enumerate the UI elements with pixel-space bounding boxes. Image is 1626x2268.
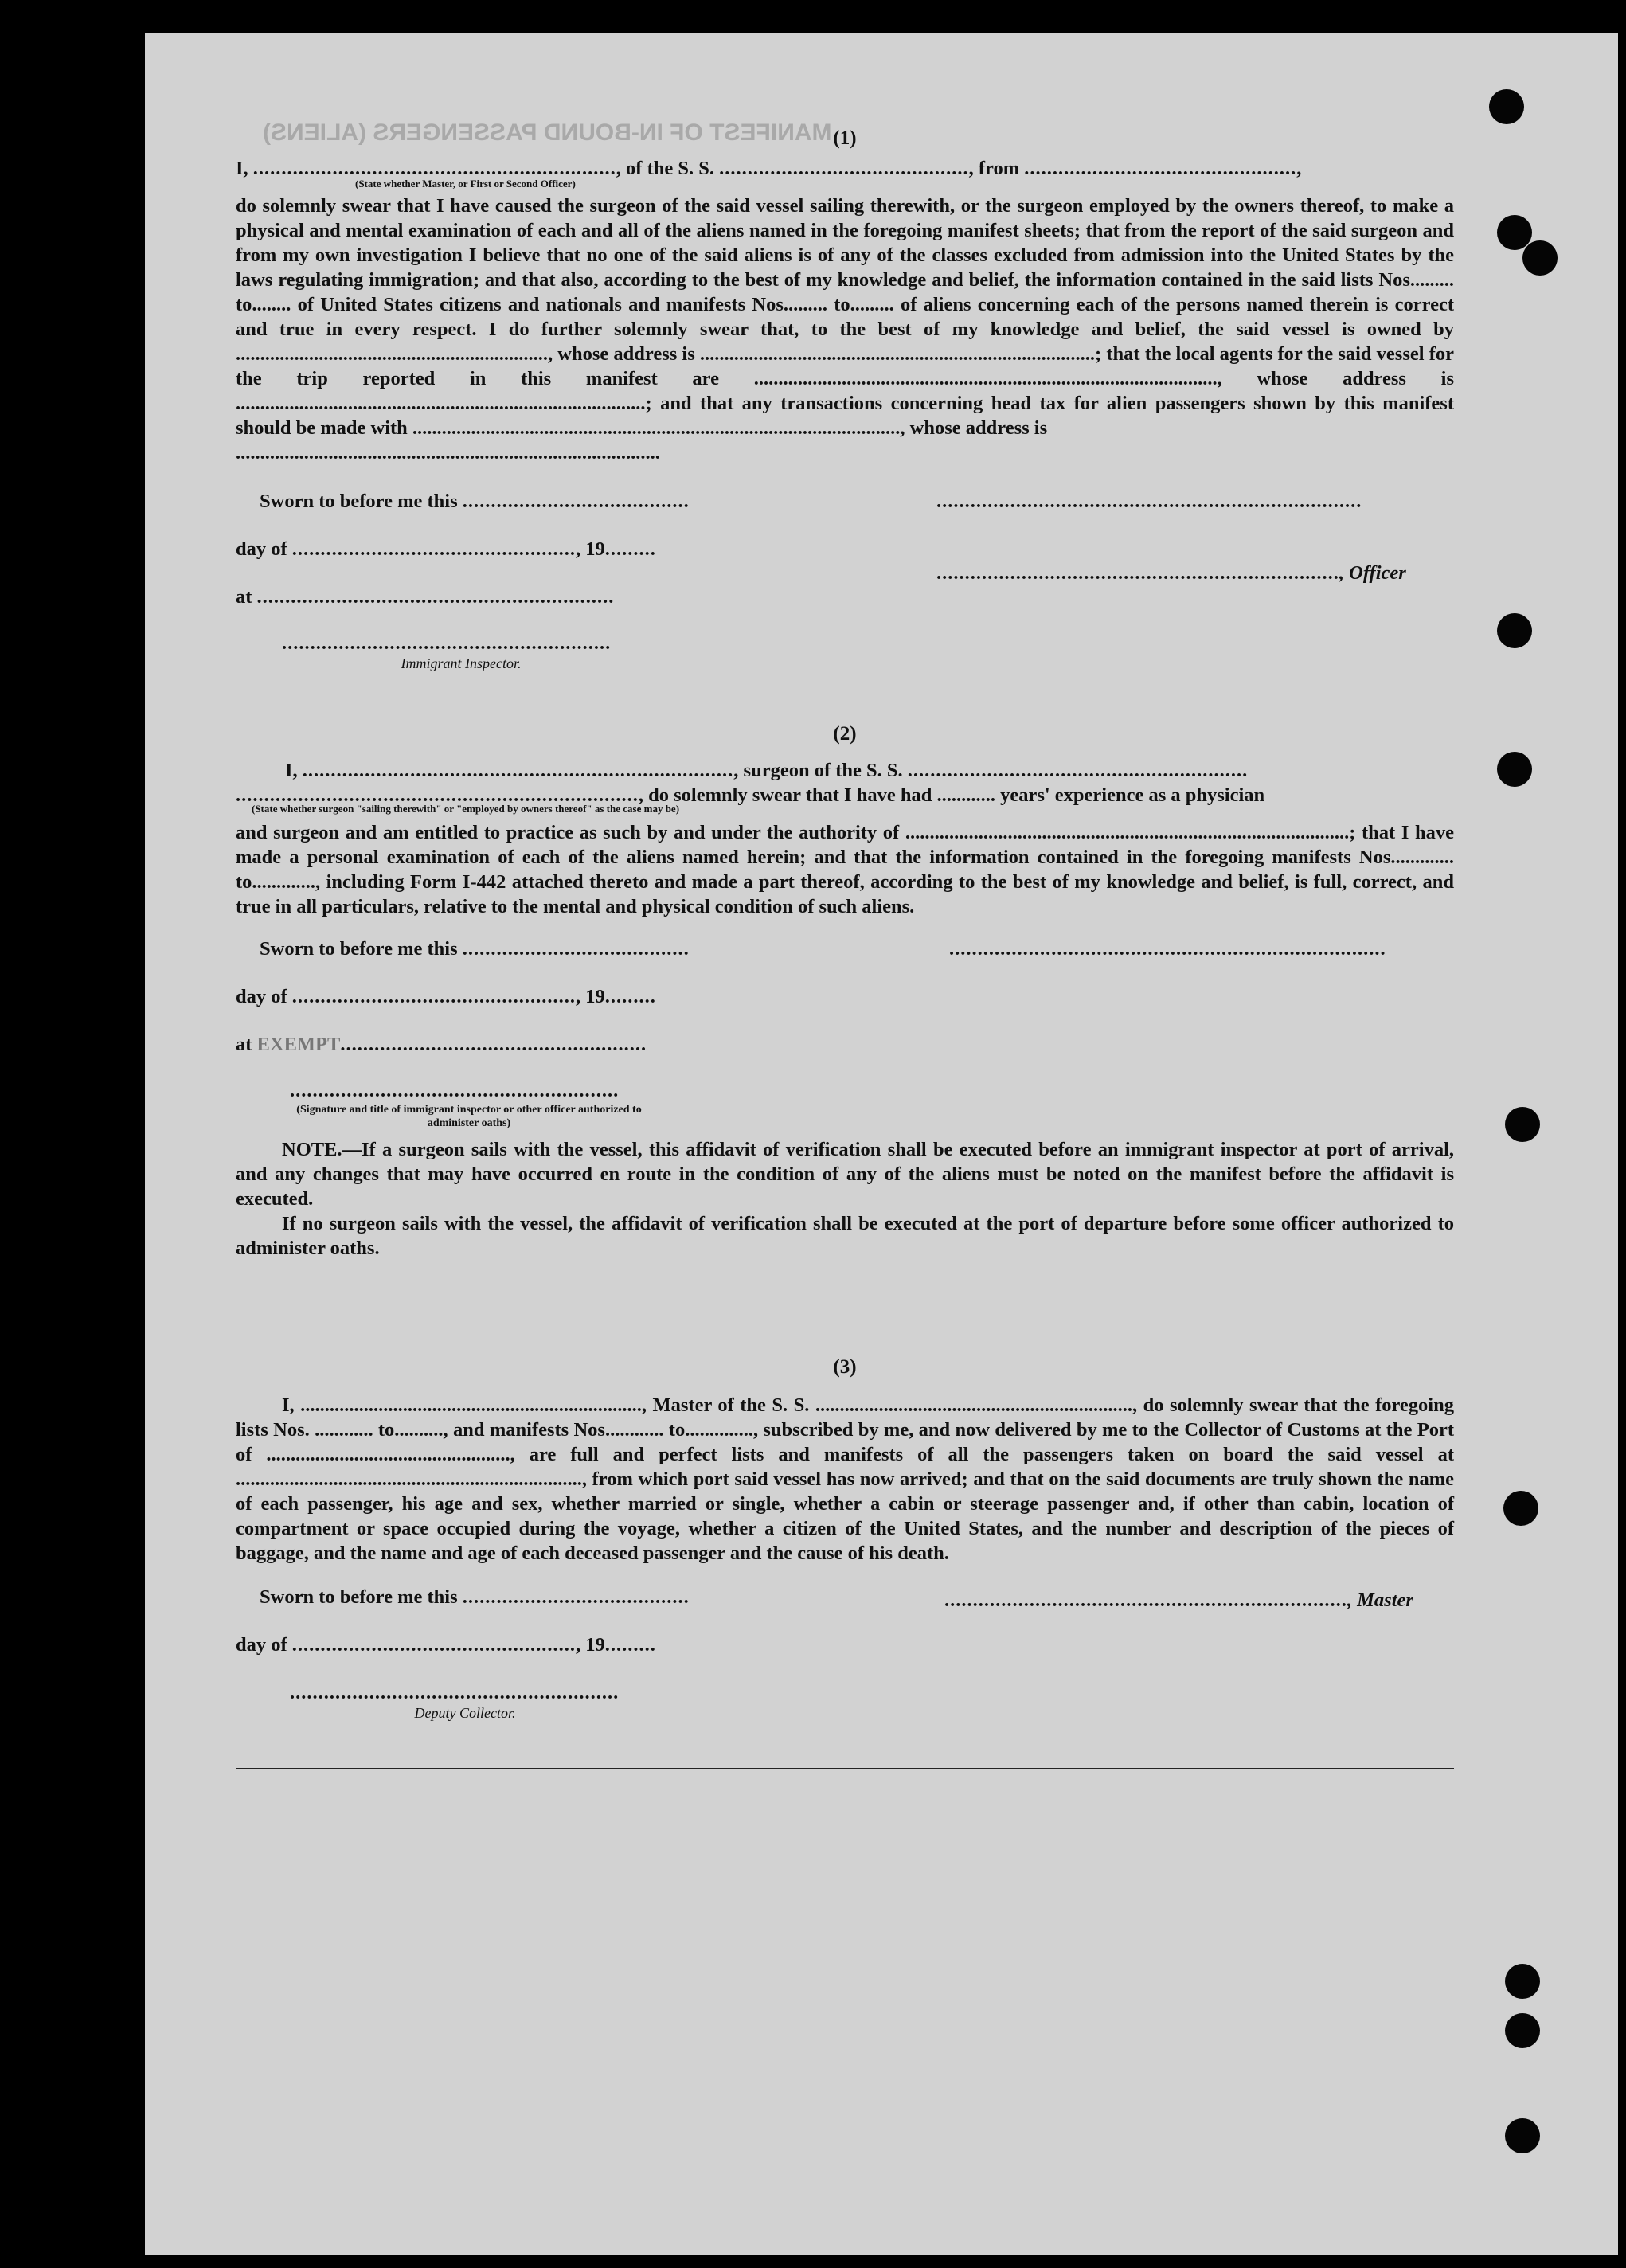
- punch-hole: [1497, 752, 1532, 787]
- collector-signature: [290, 1680, 640, 1722]
- form-content: [236, 127, 1454, 1769]
- blank-field[interactable]: ..................................................: [291, 538, 577, 560]
- section1-signatures: [236, 489, 1454, 688]
- text: at: [236, 1034, 252, 1055]
- signature-caption: Deputy Collector.: [414, 1705, 516, 1721]
- blank-field[interactable]: ..................................................: [291, 986, 577, 1007]
- text: , 19: [576, 538, 605, 560]
- bottom-rule: [236, 1768, 1454, 1769]
- text: Sworn to before me this: [260, 1586, 458, 1608]
- master-line: [944, 1588, 1413, 1613]
- punch-hole: [1505, 1107, 1540, 1142]
- blank-field[interactable]: ........................................: [462, 491, 690, 512]
- stamp-text: EXEMPT: [256, 1034, 341, 1055]
- blank-field[interactable]: ........................................: [462, 1586, 690, 1608]
- blank-field[interactable]: ............................................................: [907, 760, 1249, 781]
- blank-field[interactable]: .........: [604, 1634, 656, 1656]
- text: , 19: [576, 986, 605, 1007]
- signature-blank[interactable]: ...........................................................................: [936, 491, 1362, 512]
- oath-paragraph: do solemnly swear that I have caused the surgeon of the said vessel sailing therewith, or the surgeon employed by the owners thereof, to make a physical and mental examination of each and all of the aliens named in the foregoing manifest sheets; that from the report of the said surgeon and from my own investigation I believe that no one of the said aliens is of any of the classes excluded from admission into the United States by the laws regulating immigration; and that also, according to the best of my knowledge and belief, the information contained in the said lists Nos......... to........ of United States citizens and nationals and manifests Nos......... to......... of aliens concerning each of the persons named therein is correct and true in every respect. I do further solemnly swear that, to the best of my knowledge and belief, the said vessel is owned by ................................................................, whose address is .................................................................................; that the local agents for the said vessel for the trip reported in this manifest are ..............................................................................................., whose address is ....................................................................................; and that any transactions concerning head tax for alien passengers shown by this manifest should be made with ...................................................................................................., whose address is: [236, 195, 1454, 439]
- day-line: [236, 984, 656, 1009]
- sworn-line: [260, 937, 690, 961]
- trailing-blank[interactable]: .......................................................................................: [236, 442, 660, 463]
- bleedthrough-header: MANIFEST OF IN-BOUND PASSENGERS (ALIENS): [263, 119, 832, 146]
- text: , Officer: [1339, 562, 1406, 584]
- punch-hole: [1505, 2118, 1540, 2153]
- oath-paragraph: I, ......................................................................, Master of the S. S. ................................................................., do solemnly swear that the foregoing lists Nos. ............ to.........., and manifests Nos............ to.............., subscribed by me, and now delivered by me to the Collector of Customs at the Port of .................................................., are full and perfect lists and manifests of all the passengers taken on board the said vessel at ......................................................................., from which port said vessel has now arrived; and that on the said documents are truly shown the name of each passenger, his age and sex, whether married or single, whether a cabin or steerage passenger and, if other than cabin, location of compartment or space occupied during the voyage, whether a citizen of the United States, and the number and description of the pieces of baggage, and the name and age of each deceased passenger and the cause of his death.: [236, 1394, 1454, 1564]
- blank-field[interactable]: ................................................,: [1024, 158, 1303, 179]
- punch-hole: [1522, 240, 1558, 276]
- blank-field[interactable]: ............................................................................: [302, 760, 734, 781]
- blank-field[interactable]: .........: [604, 986, 656, 1007]
- note-paragraph: NOTE.—If a surgeon sails with the vessel, this affidavit of verification shall be executed before an immigrant inspector at port of arrival, and any changes that may have occurred en route in the condition of any of the aliens must be noted on the manifest before the affidavit is executed.: [236, 1139, 1454, 1210]
- section-number: (3): [833, 1356, 857, 1378]
- text: Sworn to before me this: [260, 938, 458, 960]
- signature-blank[interactable]: .............................................................................: [949, 938, 1386, 960]
- blank-field[interactable]: ...............................................................: [256, 586, 615, 608]
- text: , 19: [576, 1634, 605, 1656]
- text: , from: [968, 158, 1020, 179]
- punch-hole: [1503, 1491, 1538, 1526]
- sworn-line: [260, 489, 690, 514]
- section-number: (1): [833, 127, 857, 149]
- sworn-line: [260, 1585, 690, 1609]
- text: I,: [285, 760, 298, 781]
- blank-field[interactable]: ......................................................: [340, 1034, 647, 1055]
- blank-field[interactable]: ..........................................................: [290, 1080, 620, 1101]
- blank-field[interactable]: .........: [604, 538, 656, 560]
- inspector-signature: [282, 631, 640, 672]
- blank-field[interactable]: ..........................................................: [282, 632, 612, 654]
- signature-caption: (Signature and title of immigrant inspector or other officer authorized to administer oaths): [296, 1104, 642, 1129]
- blank-field[interactable]: ............................................: [719, 158, 969, 179]
- section-number: (2): [833, 723, 857, 745]
- field-note: (State whether Master, or First or Second Officer): [355, 178, 576, 190]
- punch-hole: [1505, 1964, 1540, 1999]
- text: day of: [236, 986, 287, 1007]
- blank-field[interactable]: ..........................................................: [290, 1682, 620, 1703]
- note-paragraph: If no surgeon sails with the vessel, the affidavit of verification shall be executed at the port of departure before some officer authorized to administer oaths.: [236, 1213, 1454, 1259]
- blank-field[interactable]: .......................................................................: [944, 1590, 1347, 1611]
- at-line: [236, 585, 614, 609]
- section2-signatures: [236, 937, 1454, 1128]
- text: day of: [236, 538, 287, 560]
- text: , do solemnly swear that I have had ............ years' experience as a physician: [638, 784, 1265, 806]
- officer-line: [936, 561, 1406, 585]
- blank-field[interactable]: ................................................................: [252, 158, 616, 179]
- text: I,: [236, 158, 248, 179]
- punch-hole: [1497, 613, 1532, 648]
- at-line: [236, 1032, 647, 1057]
- text: Sworn to before me this: [260, 491, 458, 512]
- punch-hole: [1497, 215, 1532, 250]
- officer-signature: [290, 1078, 648, 1130]
- text: , of the S. S.: [616, 158, 714, 179]
- blank-field[interactable]: ........................................: [462, 938, 690, 960]
- section3-signatures: [236, 1585, 1454, 1752]
- text: , surgeon of the S. S.: [733, 760, 903, 781]
- day-line: [236, 537, 656, 561]
- text: at: [236, 586, 252, 608]
- blank-field[interactable]: .......................................................................: [236, 784, 639, 806]
- punch-hole: [1505, 2013, 1540, 2048]
- day-line: [236, 1633, 656, 1657]
- field-note: (State whether surgeon "sailing therewith" or "employed by owners thereof" as the case may be): [252, 803, 680, 815]
- punch-hole: [1489, 89, 1524, 124]
- oath-paragraph: and surgeon and am entitled to practice as such by and under the authority of ...........................................................................................; that I have made a personal examination of each of the aliens named herein; and that the information contained in the foregoing manifests Nos............. to............., including Form I-442 attached thereto and made a part thereof, according to the best of my knowledge and belief, is full, correct, and true in all particulars, relative to the mental and physical condition of such aliens.: [236, 822, 1454, 917]
- section2-first-line: [285, 758, 1454, 783]
- blank-field[interactable]: ..................................................: [291, 1634, 577, 1656]
- text: , Master: [1347, 1590, 1413, 1611]
- signature-caption: Immigrant Inspector.: [401, 655, 522, 671]
- text: day of: [236, 1634, 287, 1656]
- blank-field[interactable]: .......................................................................: [936, 562, 1339, 584]
